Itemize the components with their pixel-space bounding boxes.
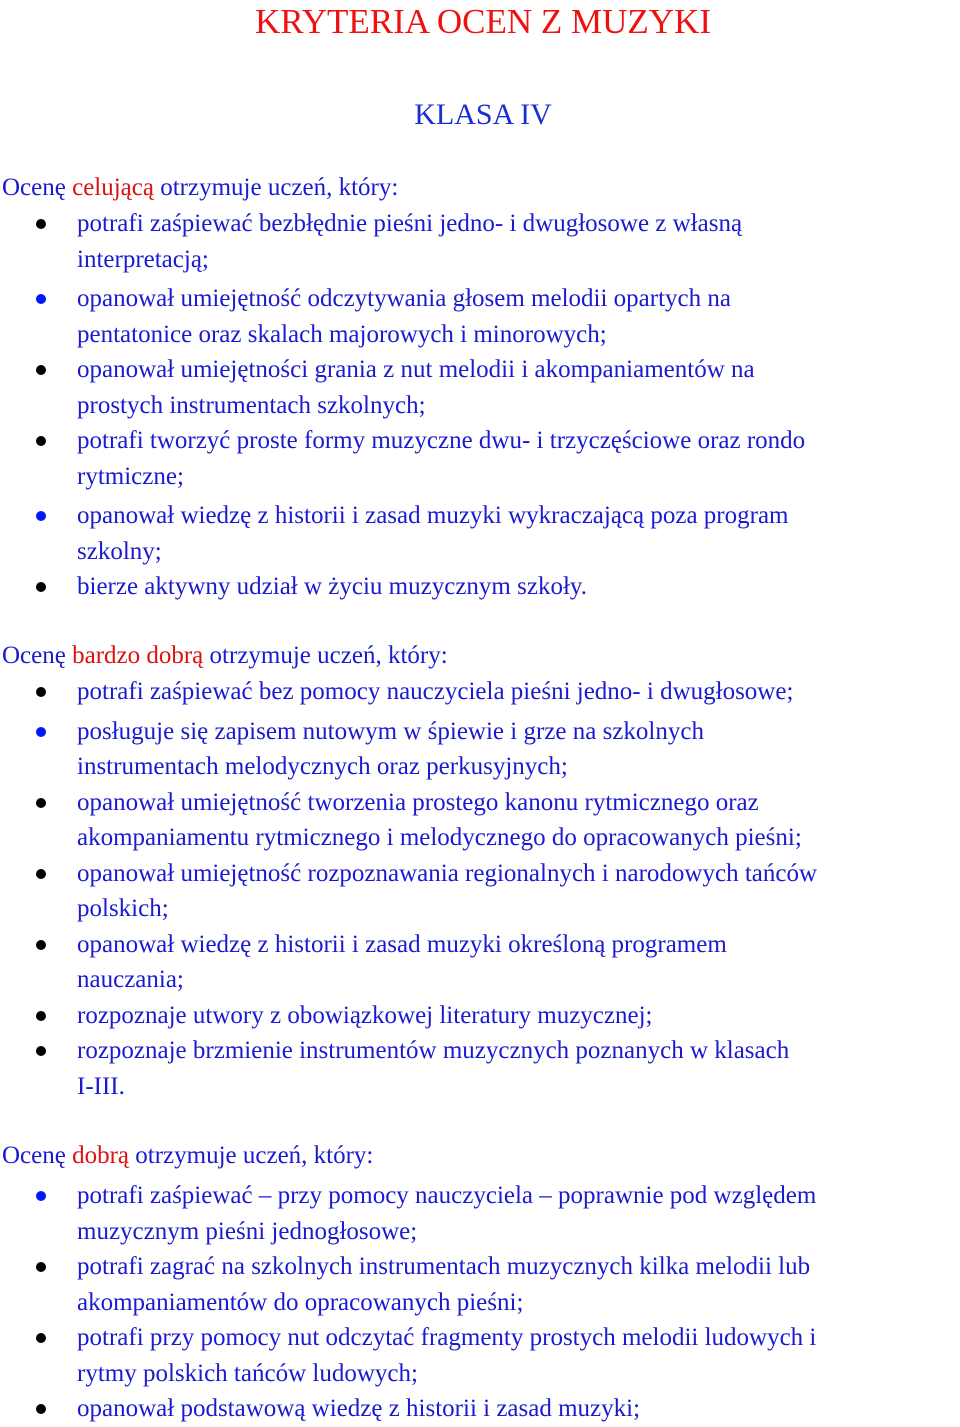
heading-prefix: Ocenę: [2, 642, 73, 669]
list-item: [0, 674, 947, 710]
section-dobra: [0, 1138, 960, 1427]
bullet-icon: [36, 511, 46, 521]
list-item: [0, 498, 947, 569]
section-heading: [0, 638, 960, 674]
item-line: interpretacją;: [77, 245, 209, 273]
item-line: pentatonice oraz skalach majorowych i minorowych;: [77, 320, 607, 348]
list-item: [0, 785, 947, 856]
list-item: [0, 352, 947, 423]
bullet-icon: [36, 798, 46, 808]
list-item: [0, 569, 947, 605]
bullet-icon: [36, 294, 46, 304]
bullet-icon: [36, 1191, 46, 1201]
section-heading: [0, 170, 960, 206]
item-line: posługuje się zapisem nutowym w śpiewie i grze na szkolnych: [77, 717, 704, 745]
item-line: opanował podstawową wiedzę z historii i zasad muzyki;: [77, 1395, 641, 1422]
heading-suffix: otrzymuje uczeń, który:: [153, 174, 399, 201]
heading-prefix: Ocenę: [2, 1142, 73, 1169]
item-line: potrafi zaśpiewać bezbłędnie pieśni jedno- i dwugłosowe z własną: [77, 210, 743, 237]
list-item: [0, 1249, 947, 1320]
list-item: [0, 206, 947, 277]
item-line: potrafi zaśpiewać bez pomocy nauczyciela pieśni jedno- i dwugłosowe;: [77, 678, 794, 705]
item-line: potrafi tworzyć proste formy muzyczne dwu- i trzyczęściowe oraz rondo: [77, 427, 806, 454]
heading-prefix: Ocenę: [2, 174, 73, 201]
list-item: [0, 998, 947, 1034]
list-item: [0, 423, 947, 494]
bullet-icon: [36, 219, 46, 229]
grade-name: bardzo dobrą: [72, 642, 204, 669]
bullet-icon: [36, 687, 46, 697]
item-line: nauczania;: [77, 966, 184, 993]
item-line: szkolny;: [77, 537, 162, 565]
bullet-icon: [36, 940, 46, 950]
list-item: [0, 927, 947, 998]
bullet-icon: [36, 869, 46, 879]
bullet-icon: [36, 1333, 46, 1343]
item-line: rozpoznaje utwory z obowiązkowej literatury muzycznej;: [77, 1001, 653, 1029]
bullet-icon: [36, 1404, 46, 1414]
item-line: prostych instrumentach szkolnych;: [77, 391, 426, 419]
list-item: [0, 1178, 947, 1249]
heading-suffix: otrzymuje uczeń, który:: [203, 642, 448, 669]
document-title: KRYTERIA OCEN Z MUZYKI: [255, 2, 711, 41]
item-line: opanował wiedzę z historii i zasad muzyki wykraczającą poza program: [77, 502, 789, 529]
grade-name: celującą: [72, 174, 154, 201]
item-line: rytmy polskich tańców ludowych;: [77, 1359, 418, 1387]
bullet-icon: [36, 365, 46, 375]
bullet-icon: [36, 436, 46, 446]
section-celujaca: [0, 170, 960, 605]
item-line: bierze aktywny udział w życiu muzycznym szkoły.: [77, 573, 588, 600]
bullet-icon: [36, 727, 46, 737]
list-item: [0, 714, 947, 785]
heading-suffix: otrzymuje uczeń, który:: [129, 1142, 374, 1169]
item-line: akompaniamentów do opracowanych pieśni;: [77, 1288, 524, 1316]
list-item: [0, 281, 947, 352]
item-line: opanował umiejętność odczytywania głosem melodii opartych na: [77, 285, 731, 312]
bullet-icon: [36, 1262, 46, 1272]
bullet-icon: [36, 1046, 46, 1056]
bullet-icon: [36, 582, 46, 592]
item-line: potrafi zaśpiewać – przy pomocy nauczyciela – poprawnie pod względem: [77, 1182, 817, 1209]
item-line: opanował wiedzę z historii i zasad muzyki określoną programem: [77, 930, 727, 958]
list-item: [0, 1320, 947, 1391]
item-line: akompaniamentu rytmicznego i melodycznego do opracowanych pieśni;: [77, 824, 802, 851]
criteria-list: [0, 674, 960, 1104]
list-item: [0, 1391, 947, 1427]
item-line: rytmiczne;: [77, 462, 184, 490]
item-line: instrumentach melodycznych oraz perkusyjnych;: [77, 753, 568, 780]
item-line: I-III.: [77, 1072, 125, 1100]
grade-name: dobrą: [72, 1142, 130, 1169]
list-item: [0, 856, 947, 927]
item-line: muzycznym pieśni jednogłosowe;: [77, 1217, 418, 1245]
item-line: potrafi przy pomocy nut odczytać fragmenty prostych melodii ludowych i: [77, 1324, 817, 1351]
item-line: opanował umiejętności grania z nut melodii i akompaniamentów na: [77, 356, 755, 383]
list-item: [0, 1033, 947, 1104]
item-line: potrafi zagrać na szkolnych instrumentach muzycznych kilka melodii lub: [77, 1253, 811, 1280]
bullet-icon: [36, 1011, 46, 1021]
item-line: opanował umiejętność tworzenia prostego kanonu rytmicznego oraz: [77, 788, 759, 816]
criteria-list: [0, 206, 960, 605]
class-title: KLASA IV: [414, 98, 552, 131]
item-line: opanował umiejętność rozpoznawania regionalnych i narodowych tańców: [77, 859, 818, 887]
section-heading: [0, 1138, 960, 1174]
section-bardzo-dobra: [0, 638, 960, 1104]
item-line: polskich;: [77, 895, 169, 922]
item-line: rozpoznaje brzmienie instrumentów muzycznych poznanych w klasach: [77, 1037, 790, 1064]
criteria-list: [0, 1174, 960, 1427]
